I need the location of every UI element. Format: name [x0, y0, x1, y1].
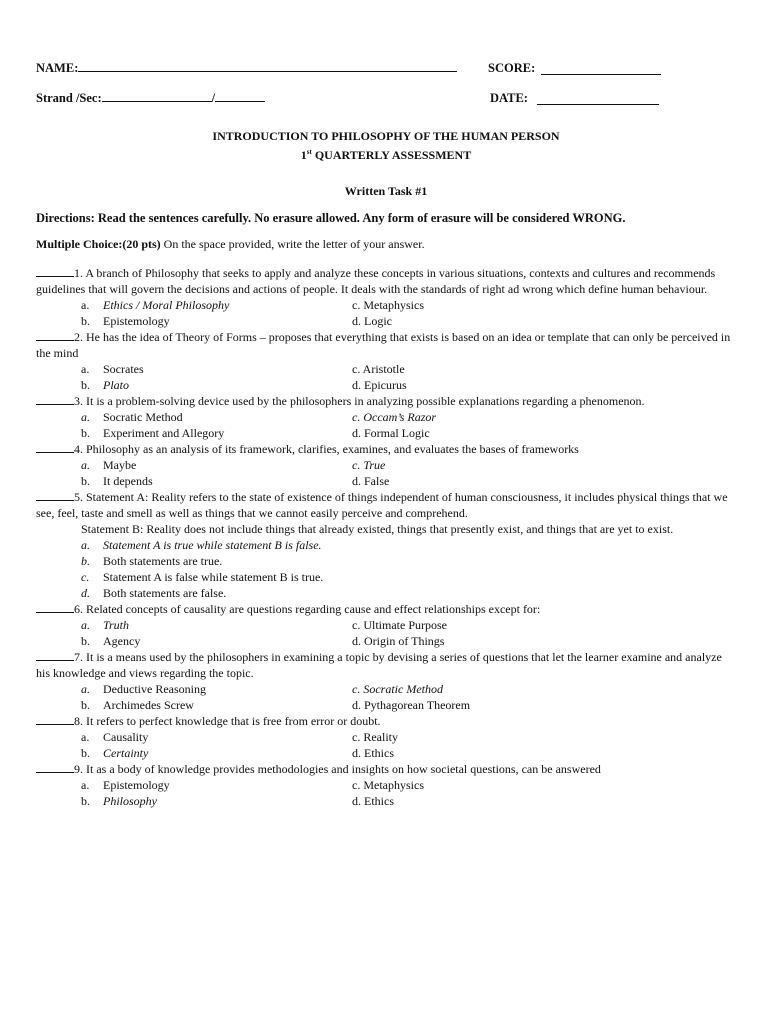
option-b: b. Both statements are true.: [81, 554, 223, 568]
question-text: Related concepts of causality are questions regarding cause and effect relationships except for:: [83, 602, 541, 616]
score-blank[interactable]: [541, 63, 661, 75]
name-row: [36, 60, 736, 78]
answer-blank-7[interactable]: [36, 649, 74, 661]
option-d: d. Origin of Things: [352, 634, 445, 648]
option-b: b. Epistemology: [81, 314, 170, 328]
question-4: [36, 441, 736, 489]
directions: Directions: Read the sentences carefully. No erasure allowed. Any form of erasure will be considered WRONG.: [36, 211, 626, 225]
question-6: [36, 601, 736, 649]
answer-blank-1[interactable]: [36, 265, 74, 277]
option-c: c. Metaphysics: [352, 298, 424, 312]
option-a: a. Maybe: [81, 458, 137, 472]
option-a: a. Ethics / Moral Philosophy: [81, 298, 230, 312]
mc-label: Multiple Choice:(20 pts): [36, 237, 161, 251]
answer-blank-8[interactable]: [36, 713, 74, 725]
question-number: 9.: [74, 762, 83, 776]
title-line2-num: 1: [300, 148, 307, 162]
answer-blank-6[interactable]: [36, 601, 74, 613]
question-9: [36, 761, 736, 809]
option-b: b. Archimedes Screw: [81, 698, 194, 712]
statement-b: Statement B: Reality does not include things that already existed, things that presently exist, and things that are yet to exist.: [81, 522, 674, 536]
option-c: c. Ultimate Purpose: [352, 618, 447, 632]
question-text: He has the idea of Theory of Forms – proposes that everything that exists is based on an idea or template that can only be perceived in the mind: [36, 330, 731, 360]
question-number: 1.: [74, 266, 83, 280]
option-d: d. Pythagorean Theorem: [352, 698, 471, 712]
option-c: c. Statement A is false while statement B is true.: [81, 570, 324, 584]
title-line2: [36, 144, 736, 163]
option-a: a. Statement A is true while statement B is false.: [81, 538, 322, 552]
option-d: d. Logic: [352, 314, 392, 328]
strand-row: [36, 90, 736, 108]
option-a: a. Truth: [81, 618, 130, 632]
question-3: [36, 393, 736, 441]
option-a: a. Epistemology: [81, 778, 170, 792]
task-title: Written Task #1: [344, 184, 428, 198]
question-list: [36, 265, 736, 809]
worksheet-page: [36, 60, 736, 809]
option-a: a. Deductive Reasoning: [81, 682, 206, 696]
question-number: 7.: [74, 650, 83, 664]
answer-blank-2[interactable]: [36, 329, 74, 341]
strand-slash: /: [211, 91, 216, 105]
name-blank[interactable]: [78, 60, 457, 72]
question-text: A branch of Philosophy that seeks to apply and analyze these concepts in various situations, contexts and cultures and recommends guidelines that will govern the decisions and actions of people. It deals with the standards of right ad wrong which define human behaviour.: [36, 266, 716, 296]
date-blank[interactable]: [537, 93, 659, 105]
strand-label: Strand /Sec:: [36, 91, 102, 105]
option-d: d. Ethics: [352, 794, 394, 808]
question-text: Statement A: Reality refers to the state of existence of things independent of human consciousness, it includes physical things that we see, feel, taste and smell as well as things that we cannot easily perceive and comprehend.: [36, 490, 728, 520]
question-text: It refers to perfect knowledge that is free from error or doubt.: [83, 714, 381, 728]
option-d: d. Both statements are false.: [81, 586, 227, 600]
option-b: b. Certainty: [81, 746, 149, 760]
option-b: b. Philosophy: [81, 794, 157, 808]
question-number: 3.: [74, 394, 83, 408]
answer-blank-3[interactable]: [36, 393, 74, 405]
question-number: 4.: [74, 442, 83, 456]
title-line2-rest: QUARTERLY ASSESSMENT: [311, 148, 472, 162]
question-7: [36, 649, 736, 713]
option-b: b. It depends: [81, 474, 153, 488]
option-c: c. Aristotle: [352, 362, 405, 376]
option-a: a. Socratic Method: [81, 410, 183, 424]
question-8: [36, 713, 736, 761]
option-d: d. Epicurus: [352, 378, 407, 392]
question-number: 5.: [74, 490, 83, 504]
option-d: d. Formal Logic: [352, 426, 430, 440]
option-b: b. Experiment and Allegory: [81, 426, 225, 440]
title-line1: INTRODUCTION TO PHILOSOPHY OF THE HUMAN PERSON: [212, 129, 560, 143]
option-c: c. Metaphysics: [352, 778, 424, 792]
question-number: 8.: [74, 714, 83, 728]
option-b: b. Plato: [81, 378, 129, 392]
question-text: It is a means used by the philosophers in examining a topic by devising a series of questions that let the learner examine and analyze his knowledge and views regarding the topic.: [36, 650, 722, 680]
question-2: [36, 329, 736, 393]
option-b: b. Agency: [81, 634, 141, 648]
mc-instructions: [36, 236, 736, 252]
option-c: c. Socratic Method: [352, 682, 443, 696]
question-text: It is a problem-solving device used by the philosophers in analyzing possible explanations regarding a phenomenon.: [83, 394, 645, 408]
score-label: SCORE:: [488, 61, 536, 75]
option-d: d. False: [352, 474, 390, 488]
option-c: c. True: [352, 458, 386, 472]
option-c: c. Reality: [352, 730, 398, 744]
answer-blank-4[interactable]: [36, 441, 74, 453]
question-text: Philosophy as an analysis of its framework, clarifies, examines, and evaluates the bases of frameworks: [83, 442, 579, 456]
date-label: DATE:: [490, 91, 528, 105]
answer-blank-9[interactable]: [36, 761, 74, 773]
answer-blank-5[interactable]: [36, 489, 74, 501]
question-text: It as a body of knowledge provides methodologies and insights on how societal questions, can be answered: [83, 762, 601, 776]
question-number: 6.: [74, 602, 83, 616]
name-label: NAME:: [36, 61, 79, 75]
question-5: [36, 489, 736, 601]
section-blank[interactable]: [215, 90, 265, 102]
option-d: d. Ethics: [352, 746, 394, 760]
option-a: a. Socrates: [81, 362, 144, 376]
title-line2-sup: st: [306, 148, 312, 156]
option-c: c. Occam’s Razor: [352, 410, 437, 424]
option-a: a. Causality: [81, 730, 149, 744]
mc-instruction-text: On the space provided, write the letter of your answer.: [160, 237, 425, 251]
question-1: [36, 265, 736, 329]
question-number: 2.: [74, 330, 83, 344]
strand-blank[interactable]: [102, 90, 212, 102]
